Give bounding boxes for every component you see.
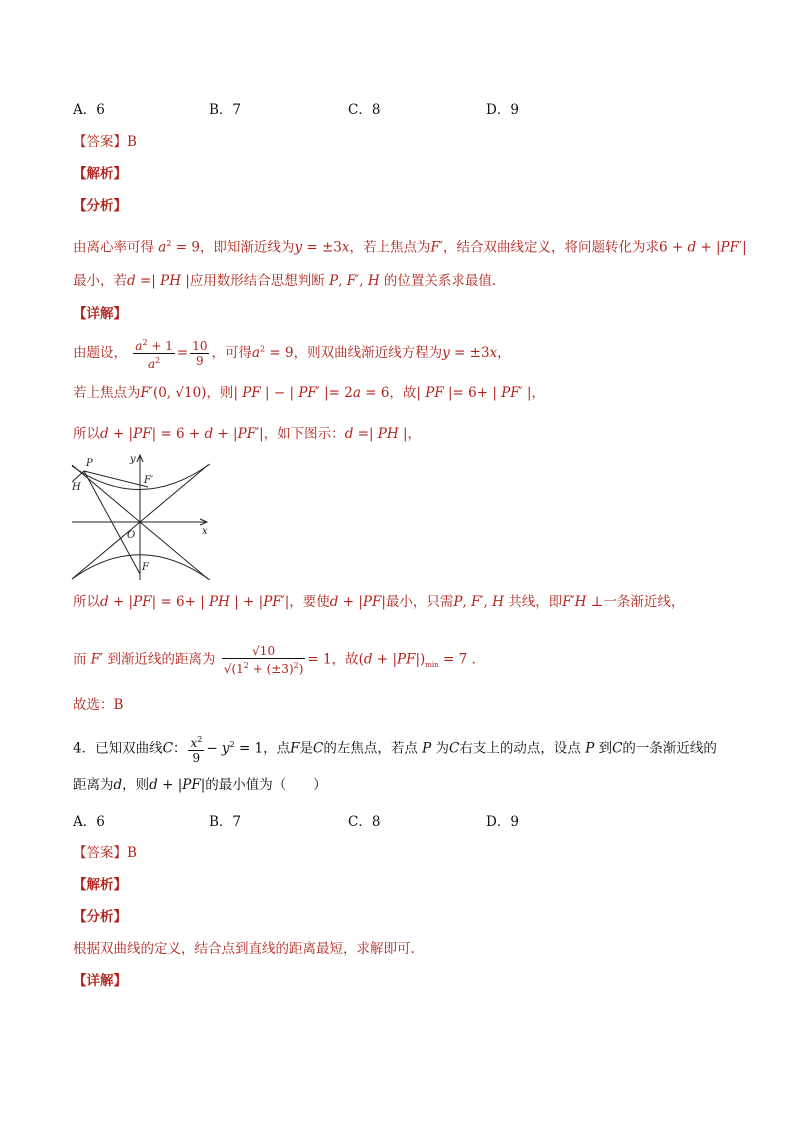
q3-conclusion: 故选：B — [73, 697, 124, 713]
q3-fenxi-line1: 由离心率可得 $a^2 = 9$，即知渐近线为y = ±3x，若上焦点为F′，结合双曲线定义，将问题转化为求6 + d + |PF′| — [73, 239, 747, 256]
q4-fenxi-text: 根据双曲线的定义，结合点到直线的距离最短，求解即可. — [73, 941, 415, 957]
q4-fenxi-tag: 【分析】 — [73, 909, 127, 925]
q3-option-a: A．6 — [73, 102, 105, 118]
q3-detail-line1: 由题设， $\frac{a^2 + 1}{a^2}$ = $\frac{10}{9}$ ，可得$a^2 = 9$，则双曲线渐近线方程为y = ±3x， — [73, 338, 511, 371]
label-F: F — [142, 562, 149, 573]
label-O: O — [127, 530, 136, 541]
q4-option-c: C．8 — [348, 814, 381, 830]
label-P: P — [86, 458, 93, 469]
label-Fprime: F′ — [144, 475, 154, 486]
q3-fenxi-line2: 最小，若d =| PH |应用数形结合思想判断 P, F′, H 的位置关系求最值. — [73, 273, 497, 289]
q4-option-b: B．7 — [209, 814, 242, 830]
q4-stem-line1: 4．已知双曲线C： $\frac{x^2}{9}$ − $y^2 = 1$，点F是C的左焦点，若点 P 为C右支上的动点，设点 P 到C的一条渐近线的 — [73, 735, 717, 765]
label-y: y — [130, 454, 136, 465]
line-PH — [72, 471, 84, 482]
q3-detail-line3: 所以d + |PF| = 6 + d + |PF′|，如下图示：d =| PH |， — [73, 426, 421, 442]
q3-detail-line2: 若上焦点为F′(0, √10)，则| PF | − | PF′ |= 2a = 6，故| PF |= 6+ | PF′ |， — [73, 385, 546, 401]
q3-option-c: C．8 — [348, 102, 381, 118]
q3-answer: 【答案】B — [73, 134, 137, 150]
q3-detail-line4: 所以d + |PF| = 6+ | PH | + |PF′|，要使d + |PF|最小，只需P, F′, H 共线，即F′H ⊥一条渐近线， — [73, 594, 685, 610]
q3-fenxi-tag: 【分析】 — [73, 198, 127, 214]
q3-option-d: D．9 — [486, 102, 519, 118]
q3-detail-line5: 而 F′ 到渐近线的距离为 $\frac{√10}{√(1^2 + (\pm 3)^2)}$ = 1，故$(d + |PF|)_{min} = 7$ . — [73, 644, 476, 676]
q4-option-a: A．6 — [73, 814, 105, 830]
q3-option-b: B．7 — [209, 102, 242, 118]
q4-analysis-tag: 【解析】 — [73, 877, 127, 893]
label-x: x — [202, 526, 208, 537]
q3-analysis-tag: 【解析】 — [73, 166, 127, 182]
q3-detail-tag: 【详解】 — [73, 306, 127, 322]
label-H: H — [72, 482, 81, 493]
q4-answer: 【答案】B — [73, 845, 137, 861]
q4-option-d: D．9 — [486, 814, 519, 830]
lower-branch — [72, 555, 210, 580]
hyperbola-figure — [68, 452, 214, 584]
q4-stem-line2: 距离为d，则d + |PF|的最小值为（ ） — [73, 777, 327, 793]
q4-detail-tag: 【详解】 — [73, 973, 127, 989]
